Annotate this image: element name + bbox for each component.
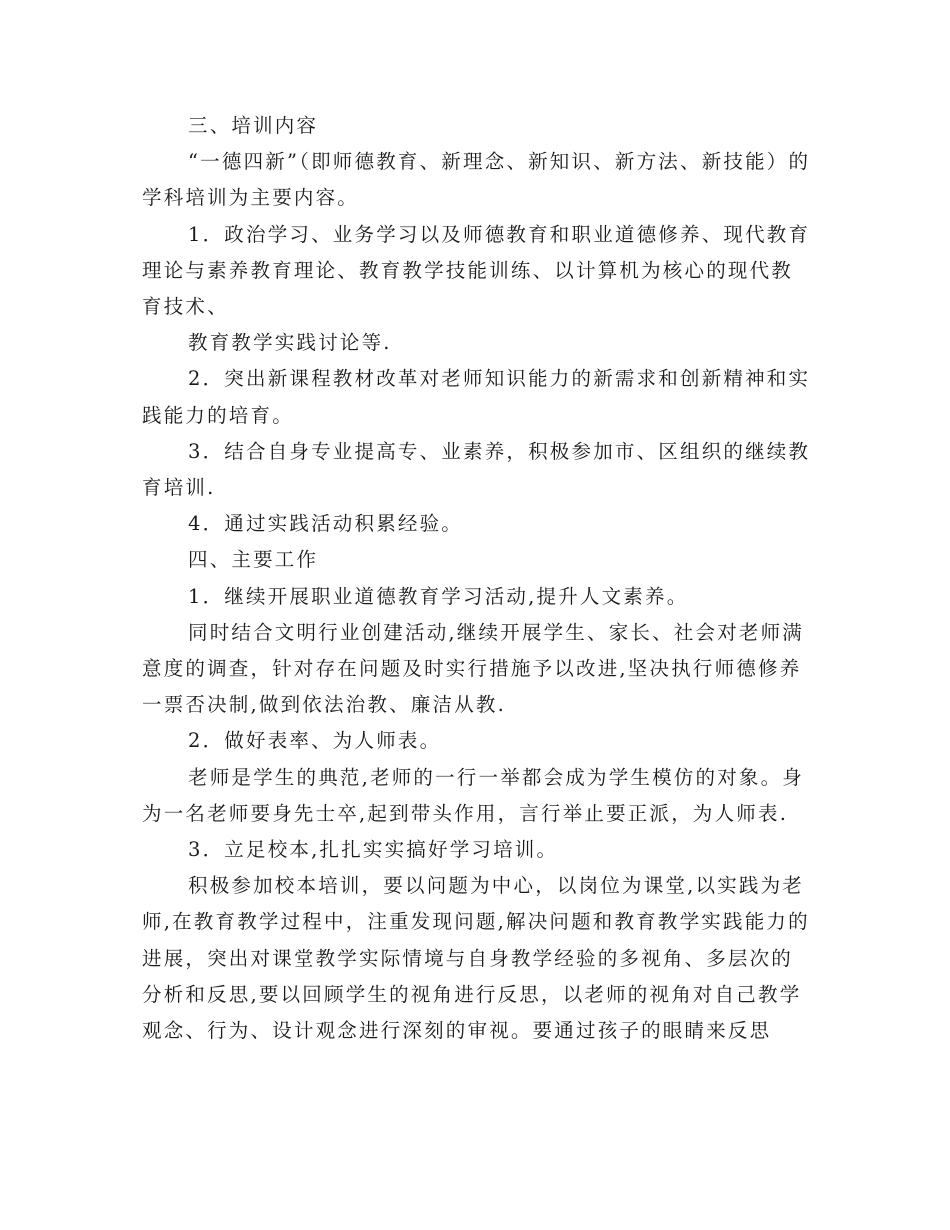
work-item-2-role-model: 2．做好表率、为人师表。: [188, 729, 442, 753]
list-item-4-practice-experience: 4．通过实践活动积累经验。: [188, 512, 464, 536]
list-item-2-curriculum-reform: 2．突出新课程教材改革对老师知识能力的新需求和创新精神和实践能力的培育。: [142, 367, 811, 427]
section-heading-main-work: 四、主要工作: [188, 548, 319, 572]
paragraph-school-based-training: 积极参加校本培训，要以问题为中心，以岗位为课堂,以实践为老师,在教育教学过程中，注重发现问题,解决问题和教育教学实践能力的进展，突出对课堂教学实际情境与自身教学经验的多视角、多层次的分析和反思,要以回顾学生的视角进行反思，以老师的视角对自己教学观念、行为、设计观念进行深刻的审视。要通过孩子的眼睛来反思: [142, 874, 810, 1043]
paragraph-teacher-example: 老师是学生的典范,老师的一行一举都会成为学生模仿的对象。身为一名老师要身先士卒,起到带头作用，言行举止要正派，为人师表.: [142, 765, 804, 825]
list-item-3-professional-quality: 3．结合自身专业提高专、业素养，积极参加市、区组织的继续教育培训.: [142, 439, 811, 500]
paragraph-teaching-practice: 教育教学实践讨论等.: [188, 331, 392, 355]
document-body: [142, 108, 814, 1049]
paragraph-one-virtue-four-new: “一德四新”（即师德教育、新理念、新知识、新方法、新技能）的学科培训为主要内容。: [142, 150, 811, 210]
work-item-3-school-training: 3．立足校本,扎扎实实搞好学习培训。: [188, 838, 559, 862]
work-item-1-ethics-education: 1．继续开展职业道德教育学习活动,提升人文素养。: [188, 584, 689, 608]
section-heading-training-content: 三、培训内容: [188, 114, 319, 137]
paragraph-satisfaction-survey: 同时结合文明行业创建活动,继续开展学生、家长、社会对老师满意度的调查，针对存在问题及时实行措施予以改进,坚决执行师德修养一票否决制,做到依法治教、廉洁从教.: [142, 620, 804, 717]
list-item-1-political-study: 1．政治学习、业务学习以及师德教育和职业道德修养、现代教育理论与素养教育理论、教育教学技能训练、以计算机为核心的现代教育技术、: [142, 222, 811, 319]
